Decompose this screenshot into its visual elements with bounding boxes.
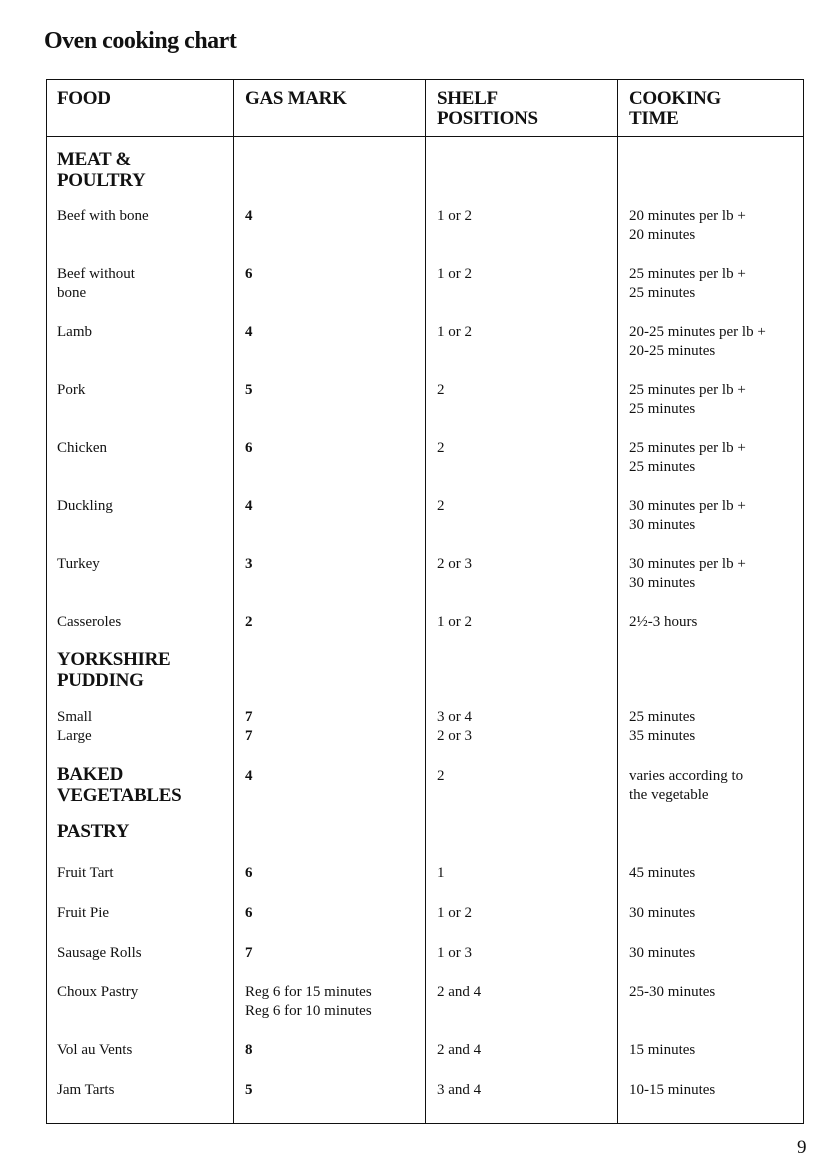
time-sausage-rolls: 30 minutes [629, 945, 696, 961]
food-duckling: Duckling [57, 498, 113, 514]
gas-jam-tarts: 5 [245, 1082, 253, 1098]
time-line1: 25 minutes per lb + [629, 440, 746, 456]
time-duckling [629, 497, 746, 535]
food-choux-pastry: Choux Pastry [57, 984, 139, 1000]
gas-sausage-rolls: 7 [245, 945, 253, 961]
time-baked-vegetables [629, 767, 743, 805]
time-fruit-tart: 45 minutes [629, 865, 696, 881]
section-title-line2: PUDDING [57, 670, 144, 691]
shelf-sausage-rolls: 1 or 3 [437, 945, 472, 961]
gas-casseroles: 2 [245, 614, 253, 630]
shelf-choux-pastry: 2 and 4 [437, 984, 482, 1000]
time-line2: 25 minutes [629, 285, 696, 301]
header-gas-mark: GAS MARK [245, 88, 347, 109]
gas-fruit-pie: 6 [245, 905, 253, 921]
food-line1: Beef without [57, 266, 135, 282]
time-jam-tarts: 10-15 minutes [629, 1082, 716, 1098]
column-divider [425, 80, 426, 1123]
header-time-line2: TIME [629, 108, 679, 129]
time-fruit-pie: 30 minutes [629, 905, 696, 921]
time-line1: 20 minutes per lb + [629, 208, 746, 224]
shelf-vol-au-vents: 2 and 4 [437, 1042, 482, 1058]
time-line2: 20-25 minutes [629, 343, 716, 359]
shelf-casseroles: 1 or 2 [437, 614, 472, 630]
shelf-duckling: 2 [437, 498, 445, 514]
gas-baked-vegetables: 4 [245, 768, 253, 784]
header-cooking-time [629, 89, 721, 129]
shelf-fruit-tart: 1 [437, 865, 445, 881]
food-beef-with-bone: Beef with bone [57, 208, 149, 224]
time-line2: 25 minutes [629, 459, 696, 475]
time-small: 25 minutes [629, 709, 696, 725]
food-fruit-pie: Fruit Pie [57, 905, 110, 921]
shelf-fruit-pie: 1 or 2 [437, 905, 472, 921]
time-beef-with-bone [629, 207, 746, 245]
gas-line1: Reg 6 for 15 minutes [245, 984, 372, 1000]
food-large: Large [57, 728, 92, 744]
cooking-chart-table [46, 79, 804, 1124]
time-casseroles: 2½-3 hours [629, 614, 698, 630]
gas-choux-pastry [245, 983, 372, 1021]
header-shelf-positions [437, 89, 538, 129]
column-divider [233, 80, 234, 1123]
section-title-line2: POULTRY [57, 170, 146, 191]
gas-large: 7 [245, 728, 253, 744]
time-line2: the vegetable [629, 787, 709, 803]
time-line1: 25 minutes per lb + [629, 382, 746, 398]
header-shelf-line1: SHELF [437, 88, 498, 109]
food-sausage-rolls: Sausage Rolls [57, 945, 142, 961]
time-turkey [629, 555, 746, 593]
food-vol-au-vents: Vol au Vents [57, 1042, 133, 1058]
shelf-small: 3 or 4 [437, 709, 472, 725]
page-number: 9 [797, 1137, 807, 1158]
section-meat-poultry [57, 149, 145, 191]
shelf-baked-vegetables: 2 [437, 768, 445, 784]
header-food: FOOD [57, 88, 111, 109]
section-title-line1: MEAT & [57, 149, 132, 170]
food-lamb: Lamb [57, 324, 92, 340]
page-title: Oven cooking chart [44, 28, 237, 54]
gas-fruit-tart: 6 [245, 865, 253, 881]
time-choux-pastry: 25-30 minutes [629, 984, 716, 1000]
time-line2: 30 minutes [629, 517, 696, 533]
time-line1: 25 minutes per lb + [629, 266, 746, 282]
time-lamb [629, 323, 766, 361]
time-chicken [629, 439, 746, 477]
food-casseroles: Casseroles [57, 614, 122, 630]
section-title-line1: BAKED [57, 764, 124, 785]
column-divider [617, 80, 618, 1123]
shelf-chicken: 2 [437, 440, 445, 456]
time-line2: 20 minutes [629, 227, 696, 243]
shelf-turkey: 2 or 3 [437, 556, 472, 572]
shelf-large: 2 or 3 [437, 728, 472, 744]
time-line1: varies according to [629, 768, 744, 784]
section-pastry: PASTRY [57, 821, 130, 842]
time-line2: 25 minutes [629, 401, 696, 417]
gas-beef-without-bone: 6 [245, 266, 253, 282]
food-pork: Pork [57, 382, 86, 398]
time-line1: 20-25 minutes per lb + [629, 324, 766, 340]
food-fruit-tart: Fruit Tart [57, 865, 114, 881]
gas-turkey: 3 [245, 556, 253, 572]
section-title-line2: VEGETABLES [57, 785, 182, 806]
shelf-beef-with-bone: 1 or 2 [437, 208, 472, 224]
gas-beef-with-bone: 4 [245, 208, 253, 224]
time-line1: 30 minutes per lb + [629, 556, 746, 572]
time-large: 35 minutes [629, 728, 696, 744]
food-line2: bone [57, 285, 87, 301]
section-title-line1: YORKSHIRE [57, 649, 171, 670]
gas-lamb: 4 [245, 324, 253, 340]
header-time-line1: COOKING [629, 88, 721, 109]
shelf-pork: 2 [437, 382, 445, 398]
gas-small: 7 [245, 709, 253, 725]
time-vol-au-vents: 15 minutes [629, 1042, 696, 1058]
shelf-jam-tarts: 3 and 4 [437, 1082, 482, 1098]
shelf-lamb: 1 or 2 [437, 324, 472, 340]
gas-chicken: 6 [245, 440, 253, 456]
header-divider [47, 136, 803, 137]
food-turkey: Turkey [57, 556, 100, 572]
food-chicken: Chicken [57, 440, 107, 456]
section-baked-vegetables [57, 764, 181, 806]
gas-duckling: 4 [245, 498, 253, 514]
time-line1: 30 minutes per lb + [629, 498, 746, 514]
food-small: Small [57, 709, 93, 725]
time-beef-without-bone [629, 265, 746, 303]
food-beef-without-bone [57, 265, 135, 303]
section-yorkshire-pudding [57, 649, 170, 691]
time-line2: 30 minutes [629, 575, 696, 591]
gas-pork: 5 [245, 382, 253, 398]
gas-line2: Reg 6 for 10 minutes [245, 1003, 372, 1019]
header-shelf-line2: POSITIONS [437, 108, 538, 129]
time-pork [629, 381, 746, 419]
shelf-beef-without-bone: 1 or 2 [437, 266, 472, 282]
food-jam-tarts: Jam Tarts [57, 1082, 115, 1098]
gas-vol-au-vents: 8 [245, 1042, 253, 1058]
